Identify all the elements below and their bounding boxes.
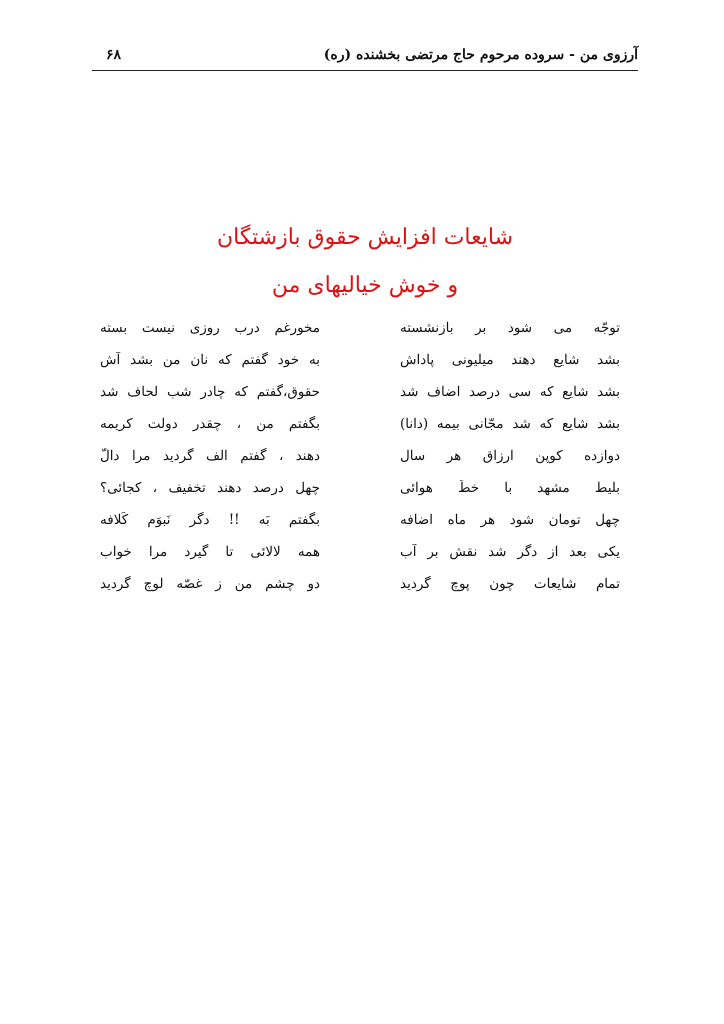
poem-title-block	[92, 214, 638, 310]
verse-row	[100, 344, 620, 376]
verse-row	[100, 472, 620, 504]
verse-first-hemistich: بلیط مشهد با خطّ هوائی	[400, 480, 620, 496]
verse-first-hemistich: دوازده کوپن ارزاق هر سال	[400, 448, 620, 464]
verse-row	[100, 440, 620, 472]
verse-second-hemistich: همه لالائی تا گیرد مرا خواب	[100, 544, 320, 560]
verse-second-hemistich: حقوق،گفتم که چادر شب لحاف شد	[100, 384, 320, 400]
verse-first-hemistich: چهل تومان شود هر ماه اضافه	[400, 512, 620, 528]
verse-second-hemistich: چهل درصد دهند تخفیف ، کجائی؟	[100, 480, 320, 496]
page-header	[92, 44, 638, 71]
verse-first-hemistich: بشد شایع دهند میلیونی پاداش	[400, 352, 620, 368]
verse-first-hemistich: تمام شایعات چون پوچ گردید	[400, 576, 620, 592]
verse-first-hemistich: توجّه می شود بر بازنشسته	[400, 320, 620, 336]
poem-title: شایعات افزایش حقوق بازشتگان	[216, 225, 513, 250]
verse-row	[100, 504, 620, 536]
verse-first-hemistich: بشد شایع که سی درصد اضاف شد	[400, 384, 620, 400]
verse-second-hemistich: دهند ، گفتم الف گردید مرا دالّ	[100, 448, 320, 464]
verse-second-hemistich: دو چشم من زِ غصّه لوچ گردید	[100, 576, 320, 592]
verse-second-hemistich: بگفتم بَه !! دگر نَبوَم کَلافه	[100, 512, 320, 528]
verse-row	[100, 568, 620, 600]
verse-row	[100, 536, 620, 568]
poem-subtitle: و خوش خیالیهای من	[271, 273, 459, 298]
page-number: ۶۸	[106, 47, 122, 63]
verse-first-hemistich: بشد شایع که شد مجّانی بیمه (دانا)	[400, 416, 620, 432]
verse-row	[100, 312, 620, 344]
verse-first-hemistich: یکی بعد از دگر شد نقش بر آب	[400, 544, 620, 560]
verse-second-hemistich: به خود گفتم که نان من بشد آش	[100, 352, 320, 368]
poem-body	[100, 312, 620, 600]
verse-row	[100, 408, 620, 440]
verse-second-hemistich: بگفتم من ، چقدر دولت کریمه	[100, 416, 320, 432]
verse-second-hemistich: مخورغم درب روزی نیست بسته	[100, 320, 320, 336]
verse-row	[100, 376, 620, 408]
running-header-title: آرزوی من - سروده مرحوم حاج مرتضی بخشنده (ره)	[323, 47, 638, 63]
